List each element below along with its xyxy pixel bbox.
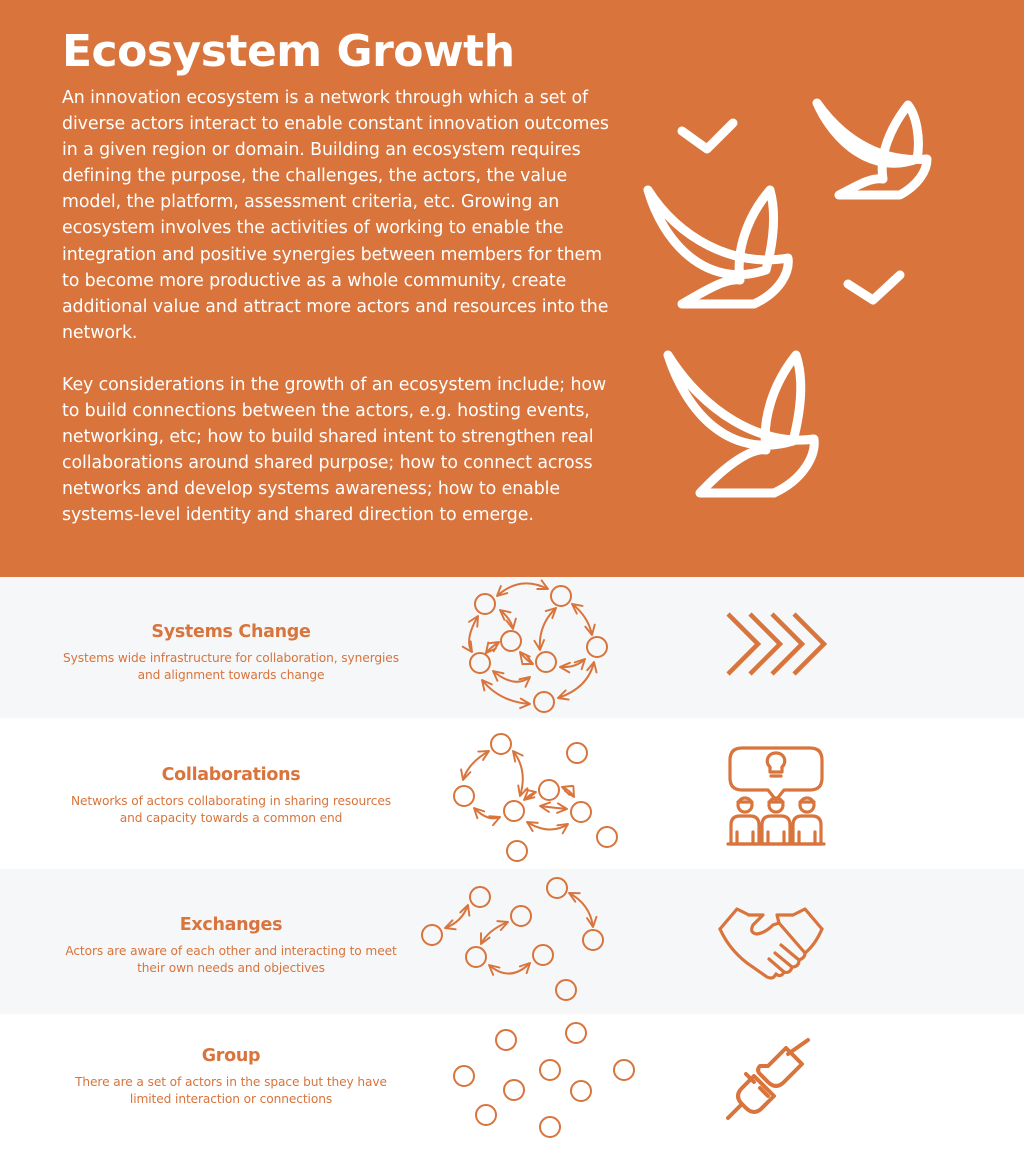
unplugged-plug-icon [724,1036,814,1126]
paired-network-icon [410,869,630,1014]
considerations-paragraph: Key considerations in the growth of an ecosystem include; how to build connections between the actors, e.g. hosting events, networking, etc; how to build shared intent to strengthen real collaborations around shared purpose; how to connect across networks and develop systems awareness; how to enable systems-level identity and shared direction to emerge. [62,374,607,526]
scattered-nodes-icon [410,1014,640,1150]
stage-description: Systems wide infrastructure for collaboration, synergies and alignment towards change [63,651,399,682]
stage-exchanges [0,869,1024,1014]
stage-title: Systems Change [151,622,311,642]
stage-title: Exchanges [179,915,283,935]
stage-description: There are a set of actors in the space but they have limited interaction or connections [75,1075,387,1106]
intro-paragraph: An innovation ecosystem is a network through which a set of diverse actors interact to enable constant innovation outcomes in a given region or domain. Building an ecosystem requires defining the purpose, the challenges, the actors, the value model, the platform, assessment criteria, etc. Growing an ecosystem involves the activities of working to enable the integration and positive synergies between members for them to become more productive as a whole community, create additional value and attract more actors and resources into the network. [62,88,609,343]
team-idea-icon [724,744,828,850]
stage-description: Actors are aware of each other and interacting to meet their own needs and objectives [65,944,397,975]
page-title: Ecosystem Growth [62,26,515,77]
stage-title: Collaborations [161,765,301,785]
intro-text [62,85,610,529]
stage-systems-change [0,577,1024,718]
fully-connected-network-icon [410,577,630,718]
stage-title: Group [201,1046,261,1066]
clustered-network-icon [410,718,630,869]
handshake-icon [717,903,825,981]
forward-chevrons-icon [722,611,832,681]
stage-collaborations [0,718,1024,869]
stage-group [0,1014,1024,1150]
flying-birds-icon [630,85,950,515]
stage-description: Networks of actors collaborating in sharing resources and capacity towards a common end [71,794,391,825]
